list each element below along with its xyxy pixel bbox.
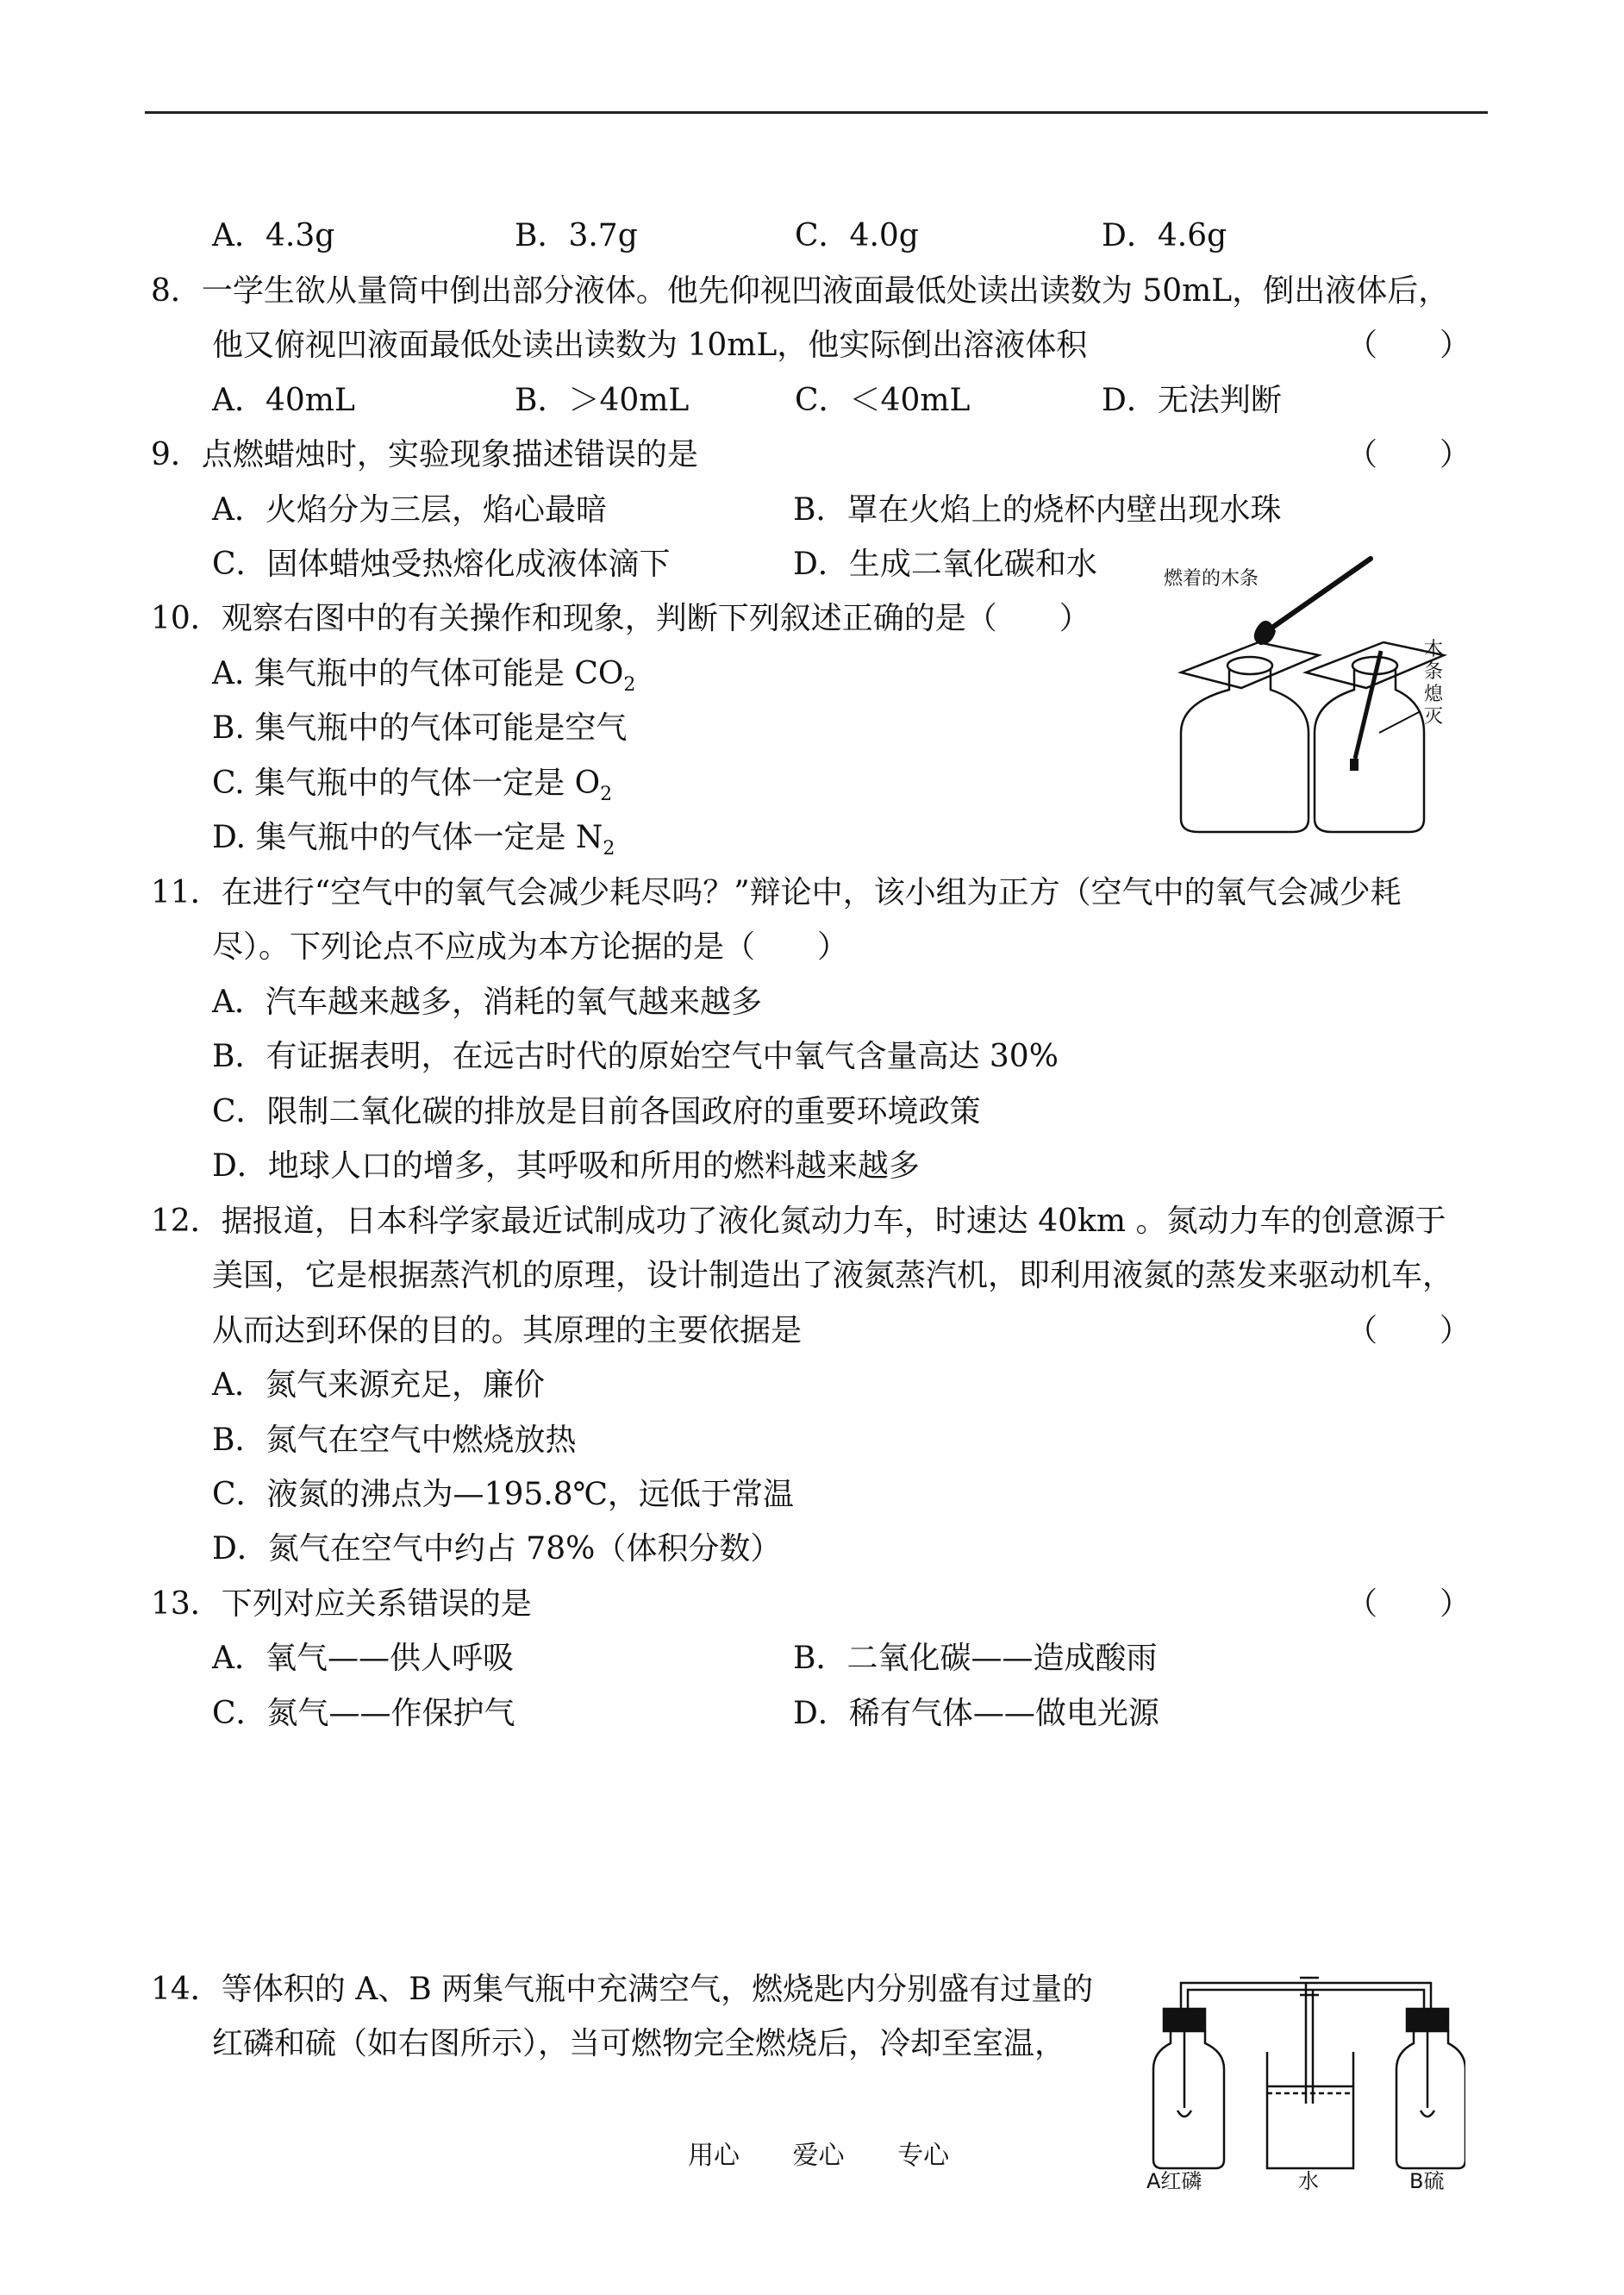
footer-word-1: 用心 bbox=[688, 2141, 740, 2171]
svg-text:熄: 熄 bbox=[1424, 684, 1444, 705]
footer-word-3: 专心 bbox=[897, 2141, 950, 2171]
q13-answer-paren: （ ） bbox=[1346, 1586, 1471, 1622]
q11-stem-line1: 11．在进行“空气中的氧气会减少耗尽吗？”辩论中，该小组为正方（空气中的氧气会减少耗 bbox=[151, 875, 1402, 910]
header-rule bbox=[145, 111, 1488, 114]
q8-option-c: C．＜40mL bbox=[795, 383, 971, 418]
q13-option-b: B．二氧化碳——造成酸雨 bbox=[793, 1641, 1158, 1676]
q7-option-a: A．4.3g bbox=[212, 218, 335, 253]
q12-stem-line2: 美国，它是根据蒸汽机的原理，设计制造出了液氮蒸汽机，即利用液氮的蒸发来驱动机车， bbox=[212, 1258, 1454, 1293]
q9-answer-paren: （ ） bbox=[1346, 437, 1471, 472]
q12-option-a: A．氮气来源充足，廉价 bbox=[212, 1367, 545, 1403]
footer-word-2: 爱心 bbox=[792, 2141, 845, 2171]
page-footer bbox=[688, 2143, 994, 2169]
q13-option-a: A．氧气——供人呼吸 bbox=[212, 1641, 514, 1676]
q13-option-c: C．氮气——作保护气 bbox=[212, 1696, 515, 1731]
q11-stem-line2: 尽）。下列论点不应成为本方论据的是（ ） bbox=[212, 929, 849, 965]
stick-label: 燃着的木条 bbox=[1164, 568, 1259, 590]
label-sulfur: B硫 bbox=[1409, 2169, 1445, 2190]
q10-option-a: A. 集气瓶中的气体可能是 $CO_2$ bbox=[212, 656, 636, 696]
q8-option-b: B．＞40mL bbox=[515, 383, 690, 418]
q9-option-b: B．罩在火焰上的烧杯内壁出现水珠 bbox=[793, 492, 1282, 528]
q12-stem-line3: 从而达到环保的目的。其原理的主要依据是 bbox=[212, 1313, 803, 1348]
q11-option-c: C．限制二氧化碳的排放是目前各国政府的重要环境政策 bbox=[212, 1094, 981, 1129]
q10-option-b: B. 集气瓶中的气体可能是空气 bbox=[212, 710, 628, 746]
q12-answer-paren: （ ） bbox=[1346, 1313, 1471, 1348]
q8-answer-paren: （ ） bbox=[1346, 328, 1471, 363]
q9-stem: 9．点燃蜡烛时，实验现象描述错误的是 bbox=[151, 437, 698, 472]
svg-text:木: 木 bbox=[1424, 639, 1444, 660]
phosphorus-sulfur-apparatus-figure bbox=[1146, 1957, 1465, 2190]
q12-option-b: B．氮气在空气中燃烧放热 bbox=[212, 1423, 577, 1458]
q10-option-d: D. 集气瓶中的气体一定是 $N_2$ bbox=[212, 820, 615, 860]
q11-option-b: B．有证据表明，在远古时代的原始空气中氧气含量高达 30% bbox=[212, 1039, 1059, 1074]
q8-stem-line2: 他又俯视凹液面最低处读出读数为 10mL，他实际倒出溶液体积 bbox=[212, 328, 1088, 363]
left-gas-bottle bbox=[1181, 642, 1319, 832]
q12-option-c: C．液氮的沸点为—195.8℃，远低于常温 bbox=[212, 1477, 794, 1512]
q9-option-a: A．火焰分为三层，焰心最暗 bbox=[212, 492, 607, 528]
gas-bottle-figure bbox=[1155, 552, 1448, 836]
q8-option-a: A．40mL bbox=[212, 383, 355, 418]
svg-text:条: 条 bbox=[1424, 661, 1444, 683]
q10-option-c: C. 集气瓶中的气体一定是 $O_2$ bbox=[212, 766, 613, 805]
q13-option-d: D．稀有气体——做电光源 bbox=[793, 1696, 1159, 1731]
q8-stem-line1: 8．一学生欲从量筒中倒出部分液体。他先仰视凹液面最低处读出读数为 50mL，倒出液体后， bbox=[151, 273, 1450, 309]
svg-text:灭: 灭 bbox=[1424, 706, 1444, 728]
q7-option-c: C．4.0g bbox=[795, 218, 919, 253]
q12-option-d: D．氮气在空气中约占 78%（体积分数） bbox=[212, 1531, 782, 1566]
q9-option-d: D．生成二氧化碳和水 bbox=[793, 547, 1097, 582]
q9-option-c: C．固体蜡烛受热熔化成液体滴下 bbox=[212, 547, 671, 582]
q14-stem-line1: 14．等体积的 A、B 两集气瓶中充满空气，燃烧匙内分别盛有过量的 bbox=[151, 1972, 1094, 2007]
q12-stem-line1: 12．据报道，日本科学家最近试制成功了液化氮动力车，时速达 40km 。氮动力车的创意源于 bbox=[151, 1204, 1446, 1239]
label-water: 水 bbox=[1298, 2169, 1319, 2190]
q11-option-d: D．地球人口的增多，其呼吸和所用的燃料越来越多 bbox=[212, 1148, 920, 1184]
q11-option-a: A．汽车越来越多，消耗的氧气越来越多 bbox=[212, 985, 762, 1020]
q14-stem-line2: 红磷和硫（如右图所示），当可燃物完全燃烧后，冷却至室温， bbox=[212, 2026, 1066, 2061]
q7-option-d: D．4.6g bbox=[1102, 218, 1227, 253]
q8-option-d: D．无法判断 bbox=[1102, 383, 1282, 418]
q13-stem: 13．下列对应关系错误的是 bbox=[151, 1586, 532, 1622]
label-red-phosphorus: A红磷 bbox=[1146, 2169, 1202, 2190]
q7-option-b: B．3.7g bbox=[515, 218, 638, 253]
q10-stem: 10．观察右图中的有关操作和现象，判断下列叙述正确的是（ ） bbox=[151, 601, 1090, 636]
